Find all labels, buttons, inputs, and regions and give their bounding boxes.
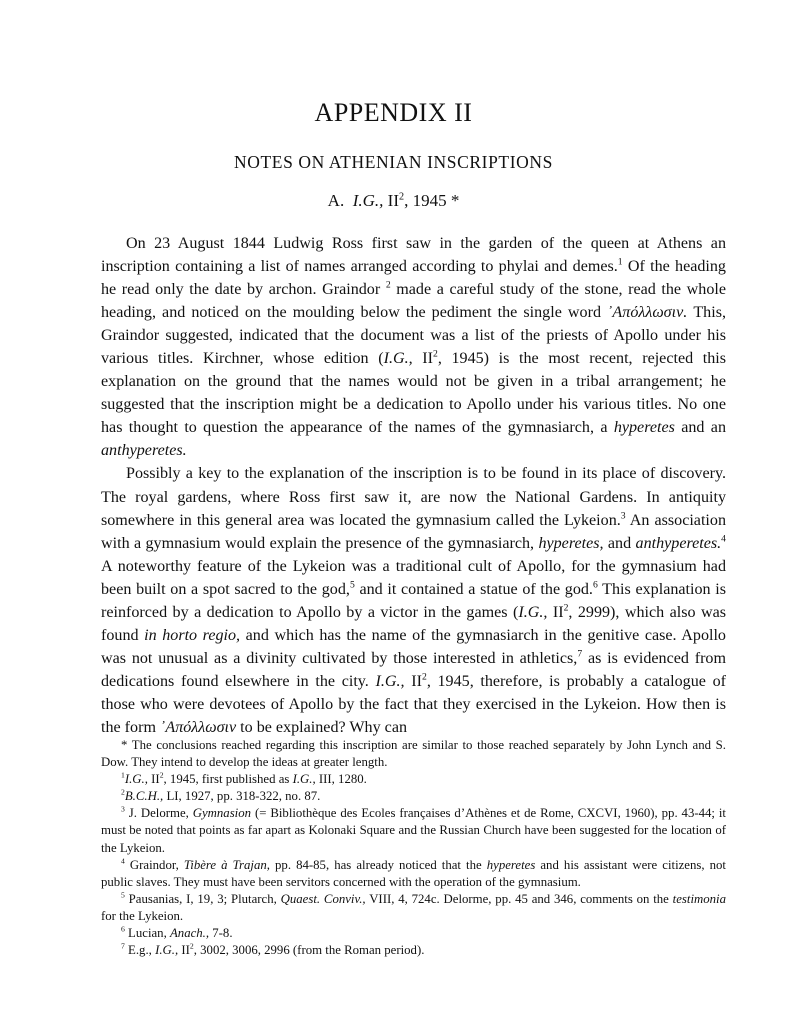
paragraph-1: On 23 August 1844 Ludwig Ross first saw in the garden of the queen at Athens an inscription containing a list of names arranged according to phylai and demes.$^1$ Of the heading he read only the date by archon. Graindor $^2$ made a careful study of the stone, read the whole heading, and noticed on the moulding below the pediment the single word ᾿Απόλλωσιν. This, Graindor suggested, indicated that the document was a list of the priests of Apollo under his various titles. Kirchner, whose edition (I.G., $II^2$, 1945) is the most recent, rejected this explanation on the ground that the names would not be given in a tribal arrangement; he suggested that the inscription might be a dedication to Apollo under his various titles. No one has thought to question the appearance of the names of the gymnasiarch, a hyperetes and an anthyperetes. [101,235,727,460]
footnote-2: $^2$B.C.H., LI, 1927, pp. 318-322, no. 87. [121,788,321,804]
body-text [101,232,726,739]
footnote-7: $^7$ E.g., I.G., $II^2$, 3002, 3006, 2996 (from the Roman period). [121,941,425,958]
footnotes [101,737,726,959]
footnote-5: $^5$ Pausanias, I, 19, 3; Plutarch, Quaest. Conviv., VIII, 4, 724c. Delorme, pp. 45 and 346, comments on the testimonia for the Lykeion. [101,890,726,923]
appendix-subtitle: NOTES ON ATHENIAN INSCRIPTIONS [234,152,553,172]
paragraph-2: Possibly a key to the explanation of the inscription is to be found in its place of discovery. The royal gardens, where Ross first saw it, are now the National Gardens. In antiquity somewhere in this general area was located the gymnasium called the Lykeion.$^3$ An association with a gymnasium would explain the presence of the gymnasiarch, hyperetes, and anthyperetes.$^4$ A noteworthy feature of the Lykeion was a traditional cult of Apollo, for the gymnasium had been built on a spot sacred to the god,$^5$ and it contained a statue of the god.$^6$ This explanation is reinforced by a dedication to Apollo by a victor in the games (I.G., $II^2$, 2999), which also was found in horto regio, and which has the name of the gymnasiarch in the genitive case. Apollo was not unusual as a divinity cultivated by those interested in athletics,$^7$ as is evidenced from dedications found elsewhere in the city. I.G., $II^2$, 1945, therefore, is probably a catalogue of those who were devotees of Apollo by the fact that they exercised in the Lykeion. How then is the form ᾿Απόλλωσιν to be explained? Why can [101,465,727,736]
greek-word: ᾿Απόλλωσιν [160,718,237,736]
section-roman: II [387,191,399,210]
section-sup: 2 [398,191,405,203]
footnote-1: $^1$I.G., $II^2$, 1945, first published as I.G., III, 1280. [121,770,367,787]
footnote-3: $^3$ J. Delorme, Gymnasion (= Bibliothèque des Ecoles françaises d’Athènes et de Rome, CXCVI, 1960), pp. 43-44; it must be noted that points as far apart as Kolonaki Square and the Russian Church have been suggested for the location of the Lykeion. [101,805,726,855]
footnote-6: $^6$ Lucian, Anach., 7-8. [121,924,233,941]
footnote-star: * The conclusions reached regarding this inscription are similar to those reached separately by John Lynch and S. Dow. They intend to develop the ideas at greater length. [101,738,726,770]
greek-word: ᾿Απόλλωσιν. [607,304,688,322]
section-ig: I.G., [352,191,384,210]
footnote-4: $^4$ Graindor, Tibère à Trajan, pp. 84-85, has already noticed that the hyperetes and his assistant were citizens, not public slaves. They must have been servitors concerned with the operation of the gymnasium. [101,856,726,889]
section-prefix: A. [327,191,345,210]
section-heading [101,191,686,211]
section-suffix: , 1945 * [404,191,460,210]
appendix-title: APPENDIX II [314,98,473,127]
